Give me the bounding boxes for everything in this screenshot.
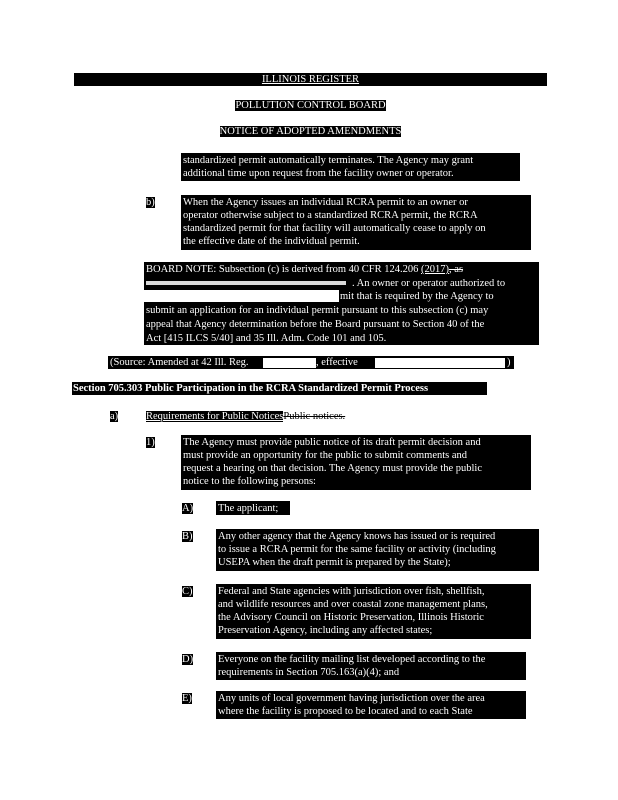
register-title: ILLINOIS REGISTER [261, 74, 360, 85]
item-1-line-4: notice to the following persons: [183, 476, 316, 487]
item-b-line-3: standardized permit for that facility will automatically cease to apply on [183, 223, 486, 234]
continuation-line-1: standardized permit automatically terminates. The Agency may grant [183, 155, 474, 166]
item-b-line-4: the effective date of the individual permit. [183, 236, 360, 247]
subitem-a-marker: A) [182, 503, 194, 514]
redacted-bar-2 [144, 290, 339, 302]
subitem-c-line-1: Federal and State agencies with jurisdiction over fish, shellfish, [218, 586, 485, 597]
subitem-e-line-1: Any units of local government having jurisdiction over the area [218, 693, 485, 704]
subitem-c-line-2: and wildlife resources and over coastal zone management plans, [218, 599, 488, 610]
section-heading: Section 705.303 Public Participation in the RCRA Standardized Permit Process [73, 383, 429, 394]
item-1-line-3: request a hearing on that decision. The Agency must provide the public [183, 463, 482, 474]
notice-title: NOTICE OF ADOPTED AMENDMENTS [219, 126, 402, 137]
item-1-line-1: The Agency must provide public notice of its draft permit decision and [183, 437, 481, 448]
continuation-line-2: additional time upon request from the facility owner or operator. [183, 168, 454, 179]
subitem-b-line-2: to issue a RCRA permit for the same facility or activity (including [218, 544, 496, 555]
subitem-b-line-1: Any other agency that the Agency knows has issued or is required [218, 531, 496, 542]
subitem-d-line-2: requirements in Section 705.163(a)(4); and [218, 667, 400, 678]
board-note-line-4: submit an application for an individual permit pursuant to this subsection (c) may [146, 305, 489, 316]
source-part-c: ) [507, 357, 511, 368]
subitem-d-line-1: Everyone on the facility mailing list developed according to the [218, 654, 486, 665]
item-1-line-2: must provide an opportunity for the public to submit comments and [183, 450, 468, 461]
subitem-c-line-4: Preservation Agency, including any affected states; [218, 625, 433, 636]
subitem-b-line-3: USEPA when the draft permit is prepared by the State); [218, 557, 451, 568]
board-note-line-1: BOARD NOTE: Subsection (c) is derived from 40 CFR 124.206 (2017), as [146, 264, 464, 275]
subitem-c-line-3: the Advisory Council on Historic Preservation, Illinois Historic [218, 612, 484, 623]
source-blank-1 [263, 358, 316, 368]
item-a-marker: a) [110, 411, 119, 422]
subitem-e-line-2: where the facility is proposed to be located and to each State [218, 706, 473, 717]
subitem-b-marker: B) [182, 531, 193, 542]
item-b-line-1: When the Agency issues an individual RCRA permit to an owner or [183, 197, 468, 208]
board-title: POLLUTION CONTROL BOARD [235, 100, 386, 111]
subitem-c-marker: C) [182, 586, 193, 597]
subitem-e-marker: E) [182, 693, 192, 704]
source-part-b: , effective [316, 357, 358, 368]
subitem-d-marker: D) [182, 654, 194, 665]
board-note-line-5: appeal that Agency determination before the Board pursuant to Section 40 of the [146, 319, 485, 330]
subitem-a-line-1: The applicant; [218, 503, 279, 514]
item-b-line-2: operator otherwise subject to a standardized RCRA permit, the RCRA [183, 210, 478, 221]
item-1-marker: 1) [146, 437, 155, 448]
board-note-line-3: mit that is required by the Agency to [340, 291, 494, 302]
item-b-marker: b) [146, 197, 155, 208]
source-part-a: (Source: Amended at 42 Ill. Reg. [110, 357, 249, 368]
item-a-heading: Requirements for Public NoticesPublic notices. [146, 411, 346, 422]
redacted-bar-1 [146, 281, 346, 285]
source-blank-2 [375, 358, 505, 368]
board-note-line-2: . An owner or operator authorized to [352, 278, 506, 289]
board-note-line-6: Act [415 ILCS 5/40] and 35 Ill. Adm. Code 101 and 105. [146, 333, 387, 344]
